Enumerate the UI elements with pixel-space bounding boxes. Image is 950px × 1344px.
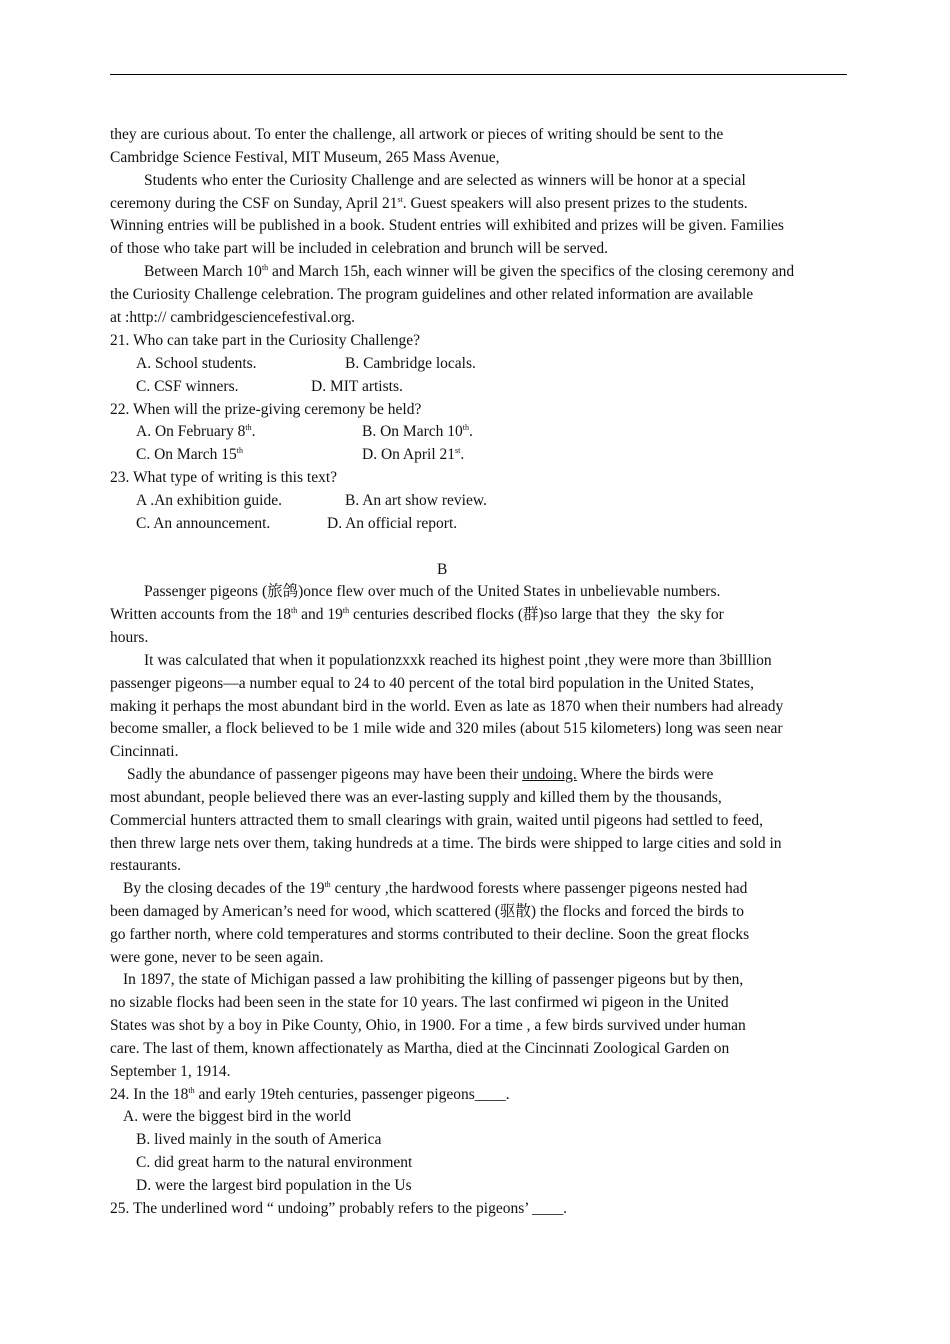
question-stem: 21. Who can take part in the Curiosity Challenge? <box>110 332 421 349</box>
passage-a-line: at :http:// cambridgesciencefestival.org. <box>110 309 356 326</box>
passage-b-line: Sadly the abundance of passenger pigeons may have been their undoing. Where the birds were <box>127 766 714 783</box>
passage-b-line: passenger pigeons—a number equal to 24 to 40 percent of the total bird population in the United States, <box>110 675 754 692</box>
passage-b-line: It was calculated that when it populationzxxk reached its highest point ,they were more than 3billlion <box>144 652 772 669</box>
question-stem: 24. In the 18th and early 19teh centuries, passenger pigeons____. <box>110 1086 510 1103</box>
answer-option[interactable]: A .An exhibition guide. <box>136 492 282 509</box>
section-heading: B <box>437 561 448 578</box>
answer-option[interactable]: D. were the largest bird population in the Us <box>136 1177 412 1194</box>
answer-option[interactable]: C. On March 15th <box>136 446 243 463</box>
passage-a-line: of those who take part will be included in celebration and brunch will be served. <box>110 240 608 257</box>
passage-b-line: Cincinnati. <box>110 743 179 760</box>
passage-a-line: Winning entries will be published in a book. Student entries will exhibited and prizes will be given. Families <box>110 217 784 234</box>
passage-a-line: Cambridge Science Festival, MIT Museum, 265 Mass Avenue, <box>110 149 500 166</box>
question-stem: 22. When will the prize-giving ceremony be held? <box>110 401 422 418</box>
answer-option[interactable]: A. On February 8th. <box>136 423 256 440</box>
answer-option[interactable]: B. An art show review. <box>345 492 487 509</box>
passage-b-line: become smaller, a flock believed to be 1 mile wide and 320 miles (about 515 kilometers) long was seen near <box>110 720 783 737</box>
passage-b-line: no sizable flocks had been seen in the state for 10 years. The last confirmed wi pigeon in the United <box>110 994 729 1011</box>
answer-option[interactable]: B. On March 10th. <box>362 423 473 440</box>
passage-a-line: Students who enter the Curiosity Challenge and are selected as winners will be honor at a special <box>144 172 746 189</box>
passage-b-line: September 1, 1914. <box>110 1063 231 1080</box>
answer-option[interactable]: A. School students. <box>136 355 257 372</box>
question-stem: 23. What type of writing is this text? <box>110 469 338 486</box>
passage-b-line: were gone, never to be seen again. <box>110 949 324 966</box>
passage-b-line: In 1897, the state of Michigan passed a law prohibiting the killing of passenger pigeons but by then, <box>123 971 744 988</box>
passage-b-line: making it perhaps the most abundant bird in the world. Even as late as 1870 when their numbers had already <box>110 698 784 715</box>
answer-option[interactable]: B. lived mainly in the south of America <box>136 1131 382 1148</box>
passage-b-line: been damaged by American’s need for wood, which scattered (驱散) the flocks and forced the birds to <box>110 903 744 920</box>
passage-a-line: ceremony during the CSF on Sunday, April 21st. Guest speakers will also present prizes to the students. <box>110 195 748 212</box>
underlined-word: undoing. <box>522 766 577 783</box>
passage-b-line: then threw large nets over them, taking hundreds at a time. The birds were shipped to large cities and sold in <box>110 835 782 852</box>
passage-b-line: care. The last of them, known affectionately as Martha, died at the Cincinnati Zoological Garden on <box>110 1040 730 1057</box>
passage-b-line: go farther north, where cold temperatures and storms contributed to their decline. Soon the great flocks <box>110 926 750 943</box>
answer-option[interactable]: A. were the biggest bird in the world <box>123 1108 352 1125</box>
answer-option[interactable]: B. Cambridge locals. <box>345 355 476 372</box>
passage-b-line: hours. <box>110 629 149 646</box>
passage-b-line: States was shot by a boy in Pike County, Ohio, in 1900. For a time , a few birds survived under human <box>110 1017 746 1034</box>
passage-b-line: restaurants. <box>110 857 182 874</box>
answer-option[interactable]: C. An announcement. <box>136 515 271 532</box>
header-rule <box>110 74 847 75</box>
passage-b-line: Passenger pigeons (旅鸽)once flew over much of the United States in unbelievable numbers. <box>144 583 721 600</box>
answer-option[interactable]: C. CSF winners. <box>136 378 239 395</box>
passage-b-line: Commercial hunters attracted them to small clearings with grain, waited until pigeons had settled to feed, <box>110 812 763 829</box>
passage-b-line: By the closing decades of the 19th century ,the hardwood forests where passenger pigeons nested had <box>123 880 748 897</box>
answer-option[interactable]: D. On April 21st. <box>362 446 465 463</box>
passage-b-line: most abundant, people believed there was an ever-lasting supply and killed them by the thousands, <box>110 789 722 806</box>
answer-option[interactable]: D. An official report. <box>327 515 458 532</box>
answer-option[interactable]: C. did great harm to the natural environment <box>136 1154 413 1171</box>
answer-option[interactable]: D. MIT artists. <box>311 378 403 395</box>
question-stem: 25. The underlined word “ undoing” probably refers to the pigeons’ ____. <box>110 1200 567 1217</box>
passage-a-line: Between March 10th and March 15h, each winner will be given the specifics of the closing ceremony and <box>144 263 795 280</box>
passage-a-line: the Curiosity Challenge celebration. The program guidelines and other related information are available <box>110 286 754 303</box>
passage-b-line: Written accounts from the 18th and 19th centuries described flocks (群)so large that they the sky for <box>110 606 724 623</box>
passage-a-line: they are curious about. To enter the challenge, all artwork or pieces of writing should be sent to the <box>110 126 724 143</box>
